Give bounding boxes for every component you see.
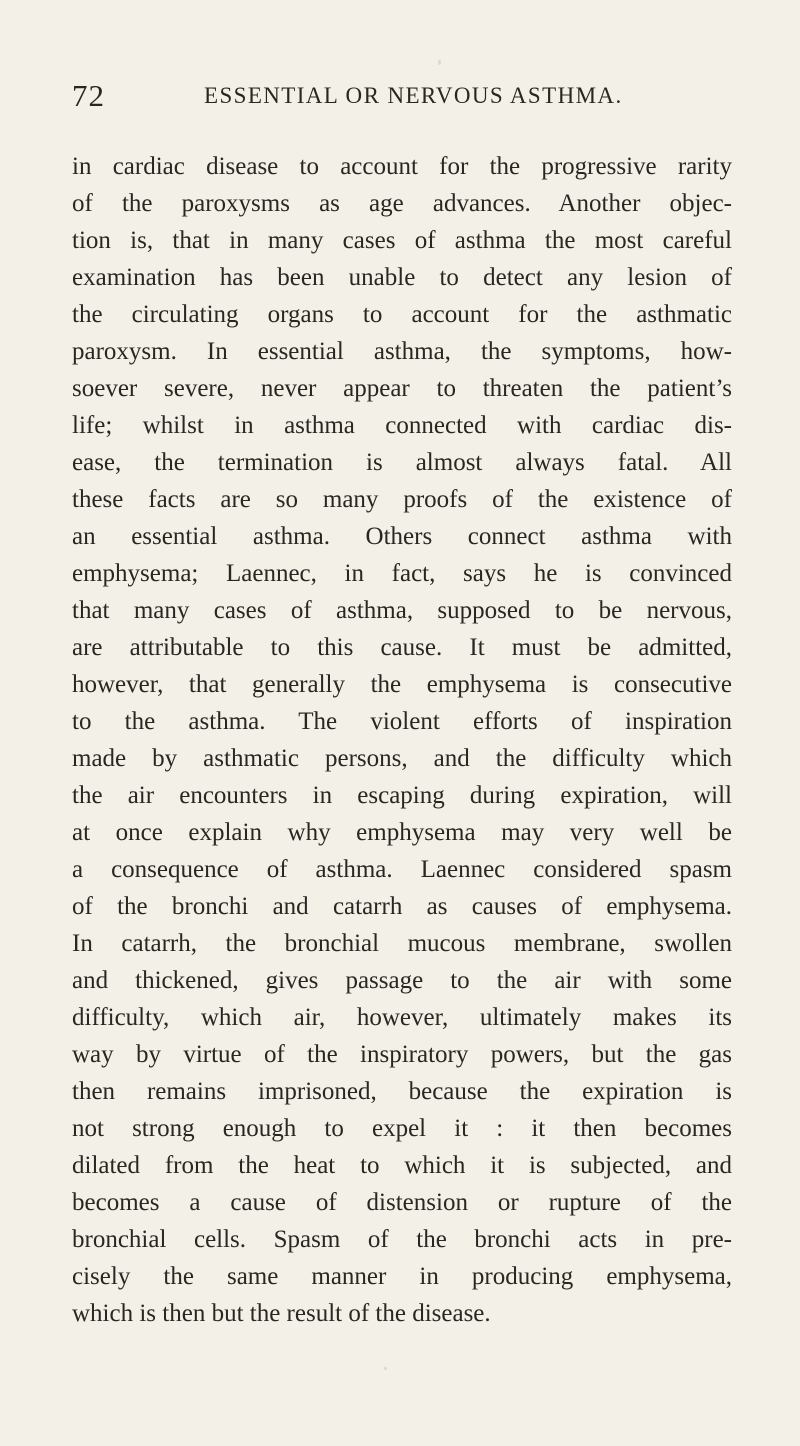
text-line: of the paroxysms as age advances. Another objec- <box>72 190 732 217</box>
text-line: way by virtue of the inspiratory powers, but the gas <box>72 1041 732 1068</box>
text-line: ease, the termination is almost always fatal. All <box>72 449 732 476</box>
page-header <box>72 78 732 118</box>
text-line: paroxysm. In essential asthma, the symptoms, how- <box>72 338 732 365</box>
text-line: In catarrh, the bronchial mucous membrane, swollen <box>72 930 732 957</box>
text-line: which is then but the result of the disease. <box>72 1300 491 1327</box>
text-line: then remains imprisoned, because the expiration is <box>72 1078 732 1105</box>
text-line: examination has been unable to detect any lesion of <box>72 264 732 291</box>
text-line: and thickened, gives passage to the air with some <box>72 967 732 994</box>
paper-spot <box>384 1367 387 1370</box>
text-line: in cardiac disease to account for the progressive rarity <box>72 153 732 180</box>
text-line: an essential asthma. Others connect asthma with <box>72 523 732 550</box>
text-line: difficulty, which air, however, ultimately makes its <box>72 1004 732 1031</box>
text-line: of the bronchi and catarrh as causes of emphysema. <box>72 893 732 920</box>
text-line: bronchial cells. Spasm of the bronchi acts in pre- <box>72 1226 732 1253</box>
text-line: are attributable to this cause. It must be admitted, <box>72 634 732 661</box>
running-title: ESSENTIAL OR NERVOUS ASTHMA. <box>204 83 623 108</box>
text-line: soever severe, never appear to threaten the patient’s <box>72 375 732 402</box>
text-line: dilated from the heat to which it is subjected, and <box>72 1152 732 1179</box>
text-line: becomes a cause of distension or rupture of the <box>72 1189 732 1216</box>
text-line: the air encounters in escaping during expiration, will <box>72 782 732 809</box>
text-line: cisely the same manner in producing emphysema, <box>72 1263 732 1290</box>
text-line: at once explain why emphysema may very well be <box>72 819 732 846</box>
text-line: these facts are so many proofs of the existence of <box>72 486 732 513</box>
paper-spot <box>438 60 441 65</box>
text-line: life; whilst in asthma connected with cardiac dis- <box>72 412 732 439</box>
text-line: however, that generally the emphysema is consecutive <box>72 671 732 698</box>
text-line: the circulating organs to account for the asthmatic <box>72 301 732 328</box>
text-line: emphysema; Laennec, in fact, says he is convinced <box>72 560 732 587</box>
page-number: 72 <box>72 78 105 113</box>
text-line: not strong enough to expel it : it then becomes <box>72 1115 732 1142</box>
text-line: that many cases of asthma, supposed to be nervous, <box>72 597 732 624</box>
body-paragraph <box>72 148 732 1332</box>
text-line: made by asthmatic persons, and the difficulty which <box>72 745 732 772</box>
text-line: to the asthma. The violent efforts of inspiration <box>72 708 732 735</box>
text-line: a consequence of asthma. Laennec considered spasm <box>72 856 732 883</box>
text-line: tion is, that in many cases of asthma the most careful <box>72 227 732 254</box>
